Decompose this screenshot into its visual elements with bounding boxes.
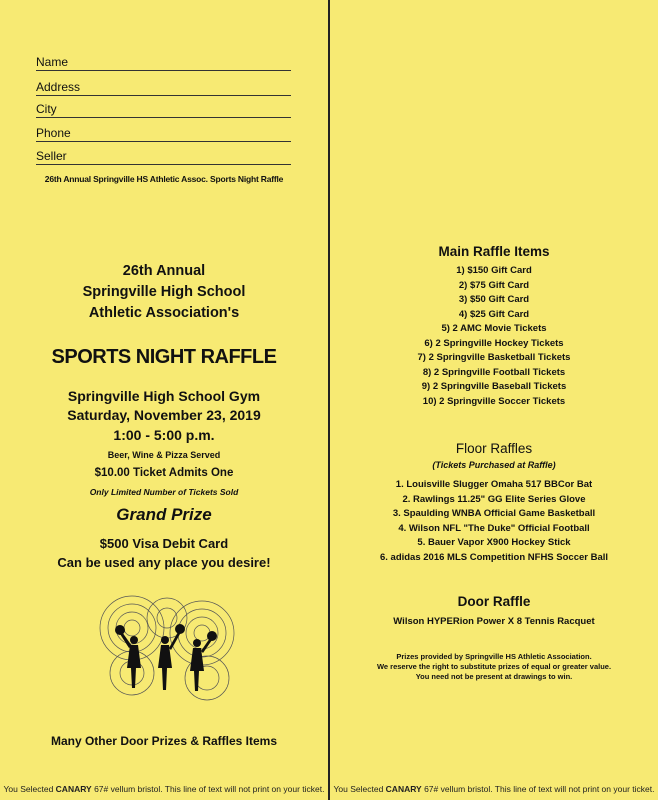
grand-prize: $500 Visa Debit Card — [99, 536, 229, 551]
event-date: Saturday, November 23, 2019 — [67, 407, 261, 423]
school-line: Springville High School — [82, 284, 246, 300]
event-title: SPORTS NIGHT RAFFLE — [51, 346, 277, 368]
list-item: 3. Spaulding WNBA Official Game Basketball — [392, 508, 596, 519]
anniversary-line: 26th Annual — [122, 263, 206, 279]
main-raffle-heading: Main Raffle Items — [438, 244, 550, 259]
list-item: 5) 2 AMC Movie Tickets — [441, 323, 547, 334]
disclaimer-line-1: Prizes provided by Springville HS Athletic Association. — [396, 652, 592, 661]
door-raffle-heading: Door Raffle — [457, 594, 531, 609]
list-item: 2. Rawlings 11.25" GG Elite Series Glove — [402, 493, 586, 505]
list-item: 4. Wilson NFL "The Duke" Official Football — [398, 522, 590, 534]
list-item: 1. Louisville Slugger Omaha 517 BBCor Bat — [395, 479, 593, 490]
name-field[interactable]: Name — [36, 55, 291, 71]
association-line: Athletic Association's — [88, 305, 240, 321]
served-note: Beer, Wine & Pizza Served — [107, 450, 221, 460]
list-item: 2) $75 Gift Card — [458, 279, 530, 291]
ticket-prizes — [330, 0, 658, 800]
paper-notice-left: You Selected CANARY 67# vellum bristol. This line of text will not print on your ticket. — [3, 784, 325, 794]
list-item: 5. Bauer Vapor X900 Hockey Stick — [417, 537, 571, 548]
list-item: 1) $150 Gift Card — [456, 265, 532, 276]
grand-prize-heading: Grand Prize — [116, 505, 212, 524]
list-item: 3) $50 Gift Card — [458, 294, 530, 305]
limited-note: Only Limited Number of Tickets Sold — [89, 487, 239, 497]
list-item: 6) 2 Springville Hockey Tickets — [424, 337, 564, 349]
door-raffle-item: Wilson HYPERion Power X 8 Tennis Racquet — [393, 616, 595, 627]
list-item: 4) $25 Gift Card — [458, 308, 530, 320]
list-item: 9) 2 Springville Baseball Tickets — [421, 381, 567, 392]
list-item: 8) 2 Springville Football Tickets — [422, 366, 566, 378]
floor-raffles-subheading: (Tickets Purchased at Raffle) — [432, 460, 556, 470]
floor-raffles-list — [330, 478, 658, 565]
other-prizes-note: Many Other Door Prizes & Raffles Items — [50, 734, 278, 748]
disclaimer-line-2: We reserve the right to substitute prizes of equal or greater value. — [376, 662, 612, 671]
floor-raffles-heading: Floor Raffles — [455, 441, 533, 456]
ticket-main — [0, 0, 328, 800]
event-time: 1:00 - 5:00 p.m. — [113, 427, 215, 443]
stub-caption: 26th Annual Springville HS Athletic Assoc. Sports Night Raffle — [44, 174, 284, 184]
ticket-price: $10.00 Ticket Admits One — [94, 467, 234, 479]
seller-field[interactable]: Seller — [36, 149, 291, 165]
list-item: 7) 2 Springville Basketball Tickets — [417, 352, 571, 363]
main-raffle-list — [330, 264, 658, 409]
list-item: 10) 2 Springville Soccer Tickets — [422, 395, 566, 407]
grand-prize-note: Can be used any place you desire! — [57, 555, 271, 570]
paper-notice-right: You Selected CANARY 67# vellum bristol. This line of text will not print on your ticket. — [333, 784, 655, 794]
list-item: 6. adidas 2016 MLS Competition NFHS Soccer Ball — [379, 551, 609, 563]
phone-field[interactable]: Phone — [36, 126, 291, 142]
address-field[interactable]: Address — [36, 80, 291, 96]
disclaimer-line-3: You need not be present at drawings to win. — [415, 672, 573, 681]
cheerleaders-illustration — [92, 588, 242, 713]
city-field[interactable]: City — [36, 102, 291, 118]
venue: Springville High School Gym — [67, 388, 261, 404]
